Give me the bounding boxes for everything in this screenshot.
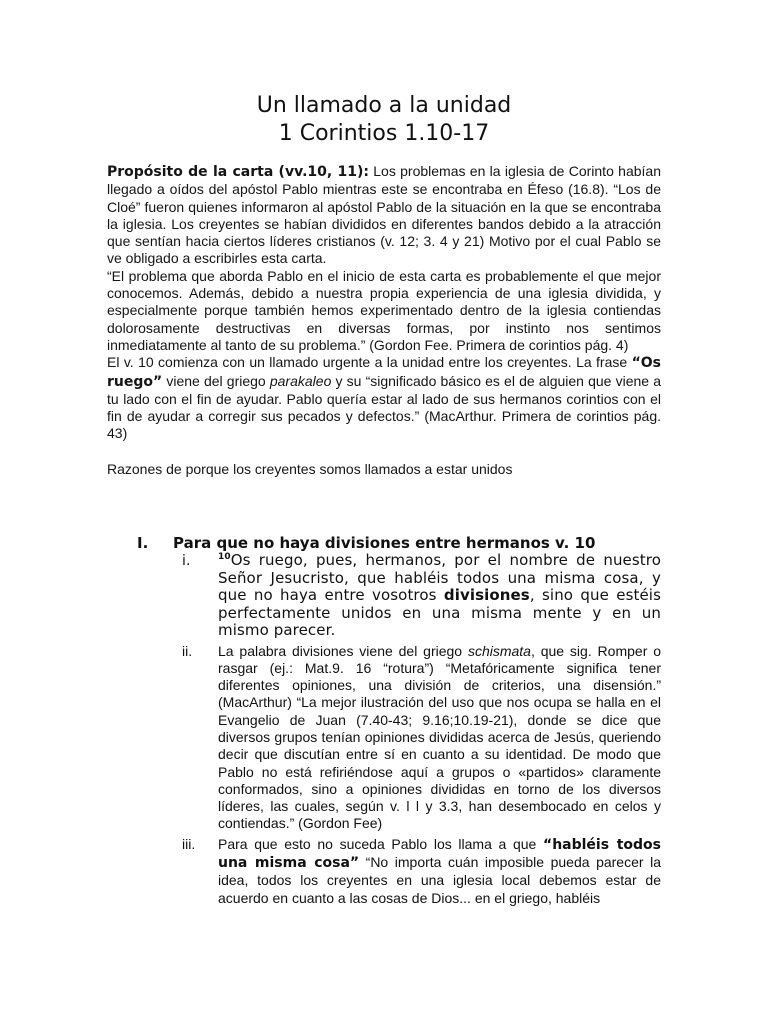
proposito-label: Propósito de la carta (vv.10, 11):	[107, 164, 369, 180]
os-ruego-phrase: “Os ruego”	[107, 355, 661, 390]
list-item	[182, 642, 661, 833]
title-line-2: 1 Corintios 1.10-17	[278, 121, 490, 146]
section-title: Para que no haya divisiones entre hermanos v. 10	[173, 534, 596, 552]
section-number: I.	[137, 534, 149, 552]
proposito-paragraph	[107, 163, 661, 268]
section-heading	[137, 533, 677, 553]
proposito-text: Los problemas en la iglesia de Corinto habían llegado a oídos del apóstol Pablo mientras este se encontraba en Éfeso (16.8). “Los de Cloé” fueron quienes informaron al apóstol Pablo de la situación en la que se encontraba la iglesia. Los creyentes se habían divididos en diferentes bandos debido a la atracción que sentían hacia ciertos líderes cristianos (v. 12; 3. 4 y 21) Motivo por el cual Pablo se ve obligado a escribirles esta carta.	[107, 163, 661, 267]
verse-number: 10	[218, 552, 231, 562]
divisiones-word: divisiones	[443, 586, 530, 604]
parakaleo-term: parakaleo	[269, 372, 332, 389]
document-body	[107, 163, 661, 478]
v10-text-1: El v. 10 comienza con un llamado urgente a la unidad entre los creyentes. La frase	[107, 354, 632, 371]
item-text: “No importa cuán imposible pueda parecer la idea, todos los creyentes en una iglesia local debemos estar de acuerdo en cuanto a las cosas de Dios... en el griego, habléis	[218, 854, 661, 906]
fee-quote-paragraph: “El problema que aborda Pablo en el inicio de esta carta es probablemente el que mejor conocemos. Además, debido a nuestra propia experiencia de una iglesia dividida, y especialmente porque también hemos experimentado dentro de la iglesia contiendas dolorosamente destructivas en diversas formas, por instinto nos sentimos inmediatamente al tanto de su problema.” (Gordon Fee. Primera de corintios pág. 4)	[107, 267, 661, 353]
title-line-1: Un llamado a la unidad	[256, 93, 512, 118]
item-text: Os ruego, pues, hermanos, por el nombre de nuestro Señor Jesucristo, que habléis todos una misma cosa, y que no haya entre vosotros	[218, 551, 661, 604]
document-title	[0, 92, 768, 148]
list-marker: ii.	[182, 642, 193, 659]
list-marker: i.	[182, 553, 191, 569]
hableis-phrase: “habléis todos una misma cosa”	[218, 836, 661, 872]
list-marker: iii.	[182, 835, 196, 852]
v10-paragraph	[107, 354, 661, 442]
schismata-term: schismata	[467, 642, 531, 659]
item-text: , sino que estéis perfectamente unidos en una misma mente y en un mismo parecer.	[218, 586, 661, 639]
list-item	[182, 551, 661, 640]
section-items	[182, 551, 661, 907]
item-text: La palabra divisiones viene del griego	[218, 642, 468, 659]
v10-text-2: viene del griego	[162, 372, 270, 389]
list-item	[182, 835, 661, 907]
item-text: Para que esto no suceda Pablo los llama a que	[218, 835, 543, 852]
v10-text-3: y su “significado básico es el de alguien que viene a tu lado con el fin de ayudar. Pablo quería estar al lado de sus hermanos corintios con el fin de ayudar a corregir sus pecados y defectos.” (MacArthur. Primera de corintios pág. 43)	[107, 372, 661, 442]
item-text: , que sig. Romper o rasgar (ej.: Mat.9. 16 “rotura”) “Metafóricamente significa tener diferentes opiniones, una división de criterios, una disensión.” (MacArthur) “La mejor ilustración del uso que nos ocupa se halla en el Evangelio de Juan (7.40-43; 9.16;10.19-21), donde se dice que diversos grupos tenían opiniones divididas acerca de Jesús, queriendo decir que discutían entre sí en cuanto a su identidad. De modo que Pablo no está refiriéndose aquí a grupos o «partidos» claramente conformados, sino a opiniones divididas en torno de los diversos líderes, las cuales, según v. l l y 3.3, han desembocado en celos y contiendas.” (Gordon Fee)	[218, 642, 661, 832]
razones-line: Razones de porque los creyentes somos llamados a estar unidos	[107, 460, 513, 477]
